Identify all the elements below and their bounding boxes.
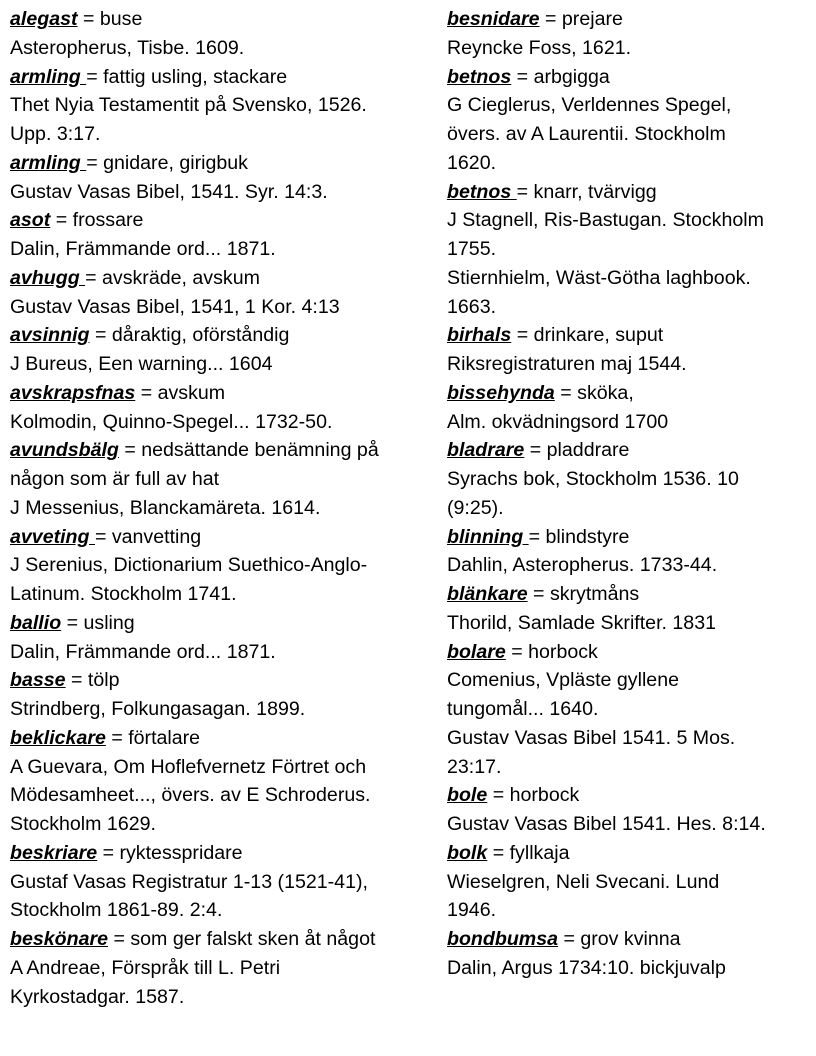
headword: avskrapsfnas [10, 381, 136, 404]
glossary-entry [447, 5, 809, 63]
entry-heading-line [447, 63, 809, 92]
source-citation: Reyncke Foss, 1621. [447, 36, 632, 59]
glossary-entry [10, 206, 438, 264]
headword: bole [447, 784, 488, 807]
glossary-entry [447, 638, 809, 782]
glossary-entry [10, 839, 438, 925]
definition: = fyllkaja [487, 841, 570, 864]
entry-heading-line [10, 609, 438, 638]
definition: = blindstyre [528, 525, 630, 548]
glossary-entry [10, 666, 438, 724]
source-citation: Gustaf Vasas Registratur 1-13 (1521-41), [10, 870, 368, 893]
source-citation: Dahlin, Asteropherus. 1733-44. [447, 554, 718, 577]
headword: birhals [447, 324, 512, 347]
headword: avveting [10, 525, 95, 548]
source-citation: Wieselgren, Neli Svecani. Lund [447, 870, 720, 893]
glossary-entry [447, 178, 809, 322]
headword: bolk [447, 841, 488, 864]
entry-heading-line [447, 580, 809, 609]
entry-heading-line [10, 63, 438, 92]
source-citation: 23:17. [447, 755, 502, 778]
source-citation: Stockholm 1629. [10, 813, 156, 835]
source-citation: 1620. [447, 151, 497, 174]
glossary-entry [10, 436, 438, 522]
entry-heading-line [447, 638, 809, 667]
headword: avundsbälg [10, 439, 119, 462]
source-citation: Alm. okvädningsord 1700 [447, 410, 669, 433]
entry-heading-line [10, 321, 438, 350]
headword: ballio [10, 611, 62, 634]
glossary-entry [10, 149, 438, 207]
headword: besnidare [447, 8, 540, 30]
glossary-entry [447, 523, 809, 581]
headword: betnos [447, 180, 517, 203]
source-citation: Gustav Vasas Bibel, 1541. Syr. 14:3. [10, 180, 328, 203]
glossary-entry [10, 264, 438, 322]
definition: = horbock [487, 784, 580, 807]
source-citation: Dalin, Argus 1734:10. bickjuvalp [447, 956, 726, 979]
source-citation: Kyrkostadgar. 1587. [10, 985, 185, 1008]
source-citation: J Messenius, Blanckamäreta. 1614. [10, 496, 321, 519]
source-citation: Stockholm 1861-89. 2:4. [10, 899, 223, 922]
source-citation: tungomål... 1640. [447, 698, 599, 720]
headword: armling [10, 65, 87, 88]
glossary-entry [10, 523, 438, 609]
source-citation: Dalin, Främmande ord... 1871. [10, 640, 276, 663]
glossary-entry [10, 609, 438, 667]
entry-heading-line [10, 5, 438, 34]
entry-heading-line [447, 5, 809, 34]
source-citation: Latinum. Stockholm 1741. [10, 583, 237, 605]
source-citation: 1946. [447, 899, 497, 922]
source-citation: övers. av A Laurentii. Stockholm [447, 123, 726, 145]
entry-heading-line [10, 206, 438, 235]
headword: armling [10, 151, 87, 174]
entry-heading-line [447, 321, 809, 350]
definition: = vanvetting [94, 525, 202, 548]
source-citation: Dalin, Främmande ord... 1871. [10, 238, 276, 260]
glossary-entry [447, 63, 809, 178]
definition: = arbgigga [511, 65, 610, 88]
glossary-entry [10, 925, 438, 1011]
glossary-entry [10, 5, 438, 63]
source-citation: Strindberg, Folkungasagan. 1899. [10, 698, 306, 720]
definition: = avskräde, avskum [85, 266, 260, 289]
headword: betnos [447, 65, 512, 88]
headword: beklickare [10, 726, 106, 749]
source-citation: Stiernhielm, Wäst-Götha laghbook. [447, 266, 751, 289]
definition: = dåraktig, oförståndig [89, 324, 290, 347]
source-citation: 1755. [447, 238, 497, 260]
source-citation: Thorild, Samlade Skrifter. 1831 [447, 611, 717, 634]
source-citation: Asteropherus, Tisbe. 1609. [10, 36, 245, 59]
definition: = gnidare, girigbuk [86, 151, 248, 174]
entry-heading-line [10, 925, 438, 954]
glossary-entry [10, 724, 438, 839]
source-citation: Upp. 3:17. [10, 123, 101, 145]
entry-heading-line [447, 436, 809, 465]
glossary-entry [447, 321, 809, 379]
definition: = prejare [539, 8, 623, 30]
glossary-entry [10, 379, 438, 437]
entry-heading-line [447, 523, 809, 552]
entry-heading-line [10, 666, 438, 695]
glossary-entry [447, 436, 809, 522]
left-column [10, 5, 438, 1011]
headword: avsinnig [10, 324, 90, 347]
definition: = skrytmåns [527, 583, 640, 605]
glossary-entry [10, 63, 438, 149]
glossary-entry [447, 379, 809, 437]
source-citation: Syrachs bok, Stockholm 1536. 10 [447, 468, 739, 490]
definition: = avskum [135, 381, 226, 404]
source-citation: Kolmodin, Quinno-Spegel... 1732-50. [10, 410, 333, 433]
glossary-entry [447, 781, 809, 839]
definition: = som ger falskt sken åt något [108, 928, 376, 950]
glossary-entry [447, 925, 809, 983]
definition: = tölp [65, 669, 120, 692]
headword: bissehynda [447, 381, 555, 404]
source-citation: J Bureus, Een warning... 1604 [10, 353, 273, 375]
definition: = horbock [505, 640, 598, 663]
source-citation: Comenius, Vpläste gyllene [447, 669, 679, 692]
definition: = förtalare [105, 726, 201, 749]
definition: = frossare [50, 209, 144, 232]
source-citation: G Cieglerus, Verldennes Spegel, [447, 94, 732, 117]
source-citation: 1663. [447, 295, 497, 318]
entry-heading-line [10, 264, 438, 293]
entry-heading-line [447, 781, 809, 810]
headword: asot [10, 209, 51, 232]
definition: = drinkare, suput [511, 324, 664, 347]
definition: = nedsättande benämning på [118, 439, 379, 462]
entry-heading-line [10, 724, 438, 753]
entry-heading-line [10, 149, 438, 178]
entry-heading-line [10, 379, 438, 408]
source-citation: (9:25). [447, 496, 504, 519]
glossary-entry [10, 321, 438, 379]
source-citation: A Andreae, Förspråk till L. Petri [10, 956, 281, 979]
entry-heading-line [10, 839, 438, 868]
headword: beskönare [10, 928, 109, 950]
definition: = ryktesspridare [97, 841, 243, 864]
entry-heading-line [447, 925, 809, 954]
entry-heading-line [447, 178, 809, 207]
entry-heading-line [447, 839, 809, 868]
headword: bolare [447, 640, 506, 663]
definition: = fattig usling, stackare [86, 65, 288, 88]
source-citation: J Stagnell, Ris-Bastugan. Stockholm [447, 209, 764, 232]
headword: avhugg [10, 266, 86, 289]
source-citation: Gustav Vasas Bibel 1541. 5 Mos. [447, 726, 736, 749]
glossary-entry [447, 839, 809, 925]
entry-heading-line [10, 523, 438, 552]
headword: bondbumsa [447, 928, 559, 950]
definition: = knarr, tvärvigg [516, 180, 657, 203]
source-citation: J Serenius, Dictionarium Suethico-Anglo- [10, 554, 368, 577]
headword: beskriare [10, 841, 98, 864]
headword: bladrare [447, 439, 525, 462]
source-citation: A Guevara, Om Hoflefvernetz Förtret och [10, 755, 367, 778]
definition: = buse [77, 8, 143, 30]
definition: = usling [61, 611, 135, 634]
source-citation: Gustav Vasas Bibel 1541. Hes. 8:14. [447, 813, 766, 835]
glossary-entry [447, 580, 809, 638]
right-column [447, 5, 809, 983]
headword: basse [10, 669, 66, 692]
source-citation: Thet Nyia Testamentit på Svensko, 1526. [10, 94, 367, 117]
source-citation: Riksregistraturen maj 1544. [447, 353, 687, 375]
entry-heading-line [447, 379, 809, 408]
source-citation: Gustav Vasas Bibel, 1541, 1 Kor. 4:13 [10, 295, 340, 318]
definition-continued: någon som är full av hat [10, 468, 220, 490]
definition: = grov kvinna [558, 928, 681, 950]
headword: alegast [10, 8, 78, 30]
definition: = sköka, [554, 381, 634, 404]
headword: blänkare [447, 583, 528, 605]
headword: blinning [447, 525, 529, 548]
entry-heading-line [10, 436, 438, 465]
source-citation: Mödesamheet..., övers. av E Schroderus. [10, 784, 371, 807]
definition: = pladdrare [524, 439, 630, 462]
